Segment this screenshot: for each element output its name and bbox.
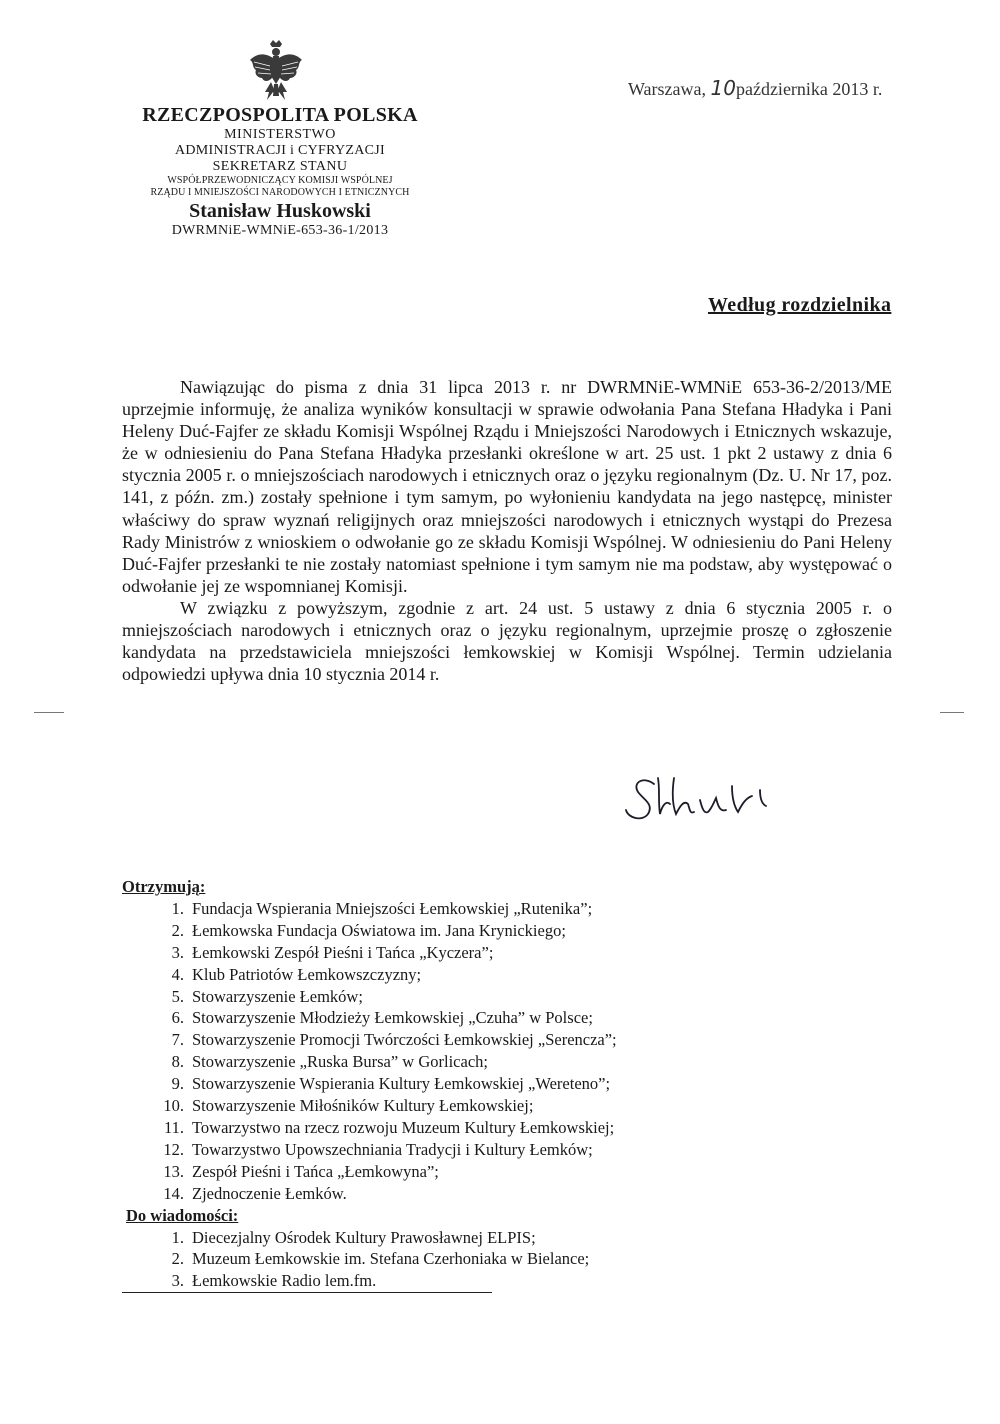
item-number: 8.: [171, 1052, 184, 1072]
item-number: 2.: [171, 1249, 184, 1269]
distribution-heading: Według rozdzielnika: [708, 294, 892, 316]
country-name: RZECZPOSPOLITA POLSKA: [142, 104, 418, 126]
secretary-title: SEKRETARZ STANU: [212, 159, 348, 175]
item-number: 6.: [171, 1008, 184, 1028]
list-item: [122, 1139, 617, 1161]
item-number: 14.: [163, 1183, 184, 1203]
letter-body: [122, 376, 892, 685]
handwritten-signature: [614, 756, 794, 836]
list-item: [122, 1073, 617, 1095]
list-item: [122, 1029, 617, 1051]
item-number: 2.: [171, 920, 184, 940]
body-paragraph-1: Nawiązując do pisma z dnia 31 lipca 2013 r. nr DWRMNiE-WMNiE 653-36-2/2013/ME uprzejmie informuję, że analiza wyników konsultacji w sprawie odwołania Pana Stefana Hładyka i Pani Heleny Duć-Fajfer ze składu Komisji Wspólnej Rządu i Mniejszości Narodowych i Etnicznych wskazuje, że w odniesieniu do Pana Stefana Hładyka przesłanki określone w art. 25 ust. 1 pkt 2 ustawy z dnia 6 stycznia 2005 r. o mniejszościach narodowych i etnicznych oraz o języku regionalnym (Dz. U. Nr 17, poz. 141, z późn. zm.) zostały spełnione i tym samym, po wyłonieniu kandydata na jego następcę, minister właściwy do spraw wyznań religijnych oraz mniejszości narodowych i etnicznych wystąpi do Prezesa Rady Ministrów z wnioskiem o odwołanie go ze składu Komisji Wspólnej. W odniesieniu do Pani Heleny Duć-Fajfer przesłanki te nie zostały natomiast spełnione i tym samym nie ma podstaw, aby występować o odwołanie jej ze wspomnianej Komisji.: [122, 377, 892, 596]
date-day-handwritten: 10: [710, 76, 736, 100]
item-text: Stowarzyszenie Wspierania Kultury Łemkowskiej „Wereteno”;: [192, 1074, 611, 1094]
body-paragraph-2: W związku z powyższym, zgodnie z art. 24 ust. 5 ustawy z dnia 6 stycznia 2005 r. o mniejszościach narodowych i etnicznych oraz o języku regionalnym, uprzejmie proszę o zgłoszenie kandydata na przedstawiciela mniejszości łemkowskiej w Komisji Wspólnej. Termin udzielania odpowiedzi upływa dnia 10 stycznia 2014 r.: [122, 597, 892, 685]
letter-date: [628, 76, 882, 100]
item-text: Fundacja Wspierania Mniejszości Łemkowskiej „Rutenika”;: [192, 898, 593, 918]
recipients-heading: Otrzymują:: [122, 877, 206, 896]
item-text: Klub Patriotów Łemkowszczyzny;: [192, 964, 422, 984]
item-text: Stowarzyszenie Miłośników Kultury Łemkowskiej;: [192, 1096, 534, 1116]
list-item: [122, 1007, 617, 1029]
item-number: 10.: [163, 1096, 184, 1116]
for-information-list: [122, 1227, 617, 1294]
item-number: 12.: [163, 1139, 184, 1159]
recipients-list: [122, 898, 617, 1205]
item-text: Zespół Pieśni i Tańca „Łemkowyna”;: [192, 1161, 439, 1181]
item-number: 11.: [163, 1117, 184, 1137]
role-line-1: WSPÓŁPRZEWODNICZĄCY KOMISJI WSPÓLNEJ: [167, 175, 393, 187]
item-text: Stowarzyszenie Promocji Twórczości Łemkowskiej „Serencza”;: [192, 1030, 617, 1050]
list-item: [122, 1183, 617, 1205]
ministry-name-line2: ADMINISTRACJI i CYFRYZACJI: [174, 143, 386, 159]
item-text: Diecezjalny Ośrodek Kultury Prawosławnej ELPIS;: [192, 1227, 536, 1247]
item-text: Łemkowski Zespół Pieśni i Tańca „Kyczera”;: [192, 942, 494, 962]
list-item: [122, 1051, 617, 1073]
list-item: [122, 920, 617, 942]
list-item: [122, 986, 617, 1008]
list-item: [122, 898, 617, 920]
letterhead: [130, 104, 430, 239]
list-item: [122, 942, 617, 964]
reference-number: DWRMNiE-WMNiE-653-36-1/2013: [171, 223, 389, 239]
date-rest: października 2013 r.: [735, 79, 883, 99]
recipients-section: [122, 876, 617, 1293]
scan-mark-left: [34, 712, 64, 713]
list-item: [122, 964, 617, 986]
item-text: Stowarzyszenie Łemków;: [192, 986, 363, 1006]
item-number: 1.: [171, 898, 184, 918]
list-item: [122, 1227, 617, 1249]
item-number: 1.: [171, 1227, 184, 1247]
list-item: [122, 1248, 617, 1270]
item-text: Towarzystwo Upowszechniania Tradycji i Kultury Łemków;: [192, 1139, 593, 1159]
item-text: Stowarzyszenie „Ruska Bursa” w Gorlicach;: [192, 1052, 488, 1072]
signatory-name: Stanisław Huskowski: [189, 200, 371, 223]
list-item: [122, 1161, 617, 1183]
role-line-2: RZĄDU I MNIEJSZOŚCI NARODOWYCH I ETNICZNYCH: [150, 186, 410, 198]
item-number: 7.: [171, 1030, 184, 1050]
item-number: 3.: [171, 942, 184, 962]
item-number: 5.: [171, 986, 184, 1006]
item-number: 4.: [171, 964, 184, 984]
item-text: Łemkowskie Radio lem.fm.: [192, 1271, 377, 1291]
item-number: 9.: [171, 1074, 184, 1094]
item-text: Muzeum Łemkowskie im. Stefana Czerhoniaka w Bielance;: [192, 1249, 590, 1269]
item-text: Zjednoczenie Łemków.: [192, 1183, 347, 1203]
list-item: [122, 1270, 492, 1293]
item-text: Łemkowska Fundacja Oświatowa im. Jana Krynickiego;: [192, 920, 566, 940]
list-item: [122, 1095, 617, 1117]
scan-mark-right: [940, 712, 964, 713]
list-item: [122, 1117, 617, 1139]
item-text: Stowarzyszenie Młodzieży Łemkowskiej „Czuha” w Polsce;: [192, 1008, 593, 1028]
item-number: 3.: [171, 1271, 184, 1291]
for-information-heading: Do wiadomości:: [126, 1205, 239, 1225]
date-prefix: Warszawa,: [628, 79, 711, 99]
eagle-emblem-icon: [246, 38, 306, 106]
item-text: Towarzystwo na rzecz rozwoju Muzeum Kultury Łemkowskiej;: [192, 1117, 615, 1137]
item-number: 13.: [163, 1161, 184, 1181]
ministry-name: MINISTERSTWO: [224, 127, 336, 142]
